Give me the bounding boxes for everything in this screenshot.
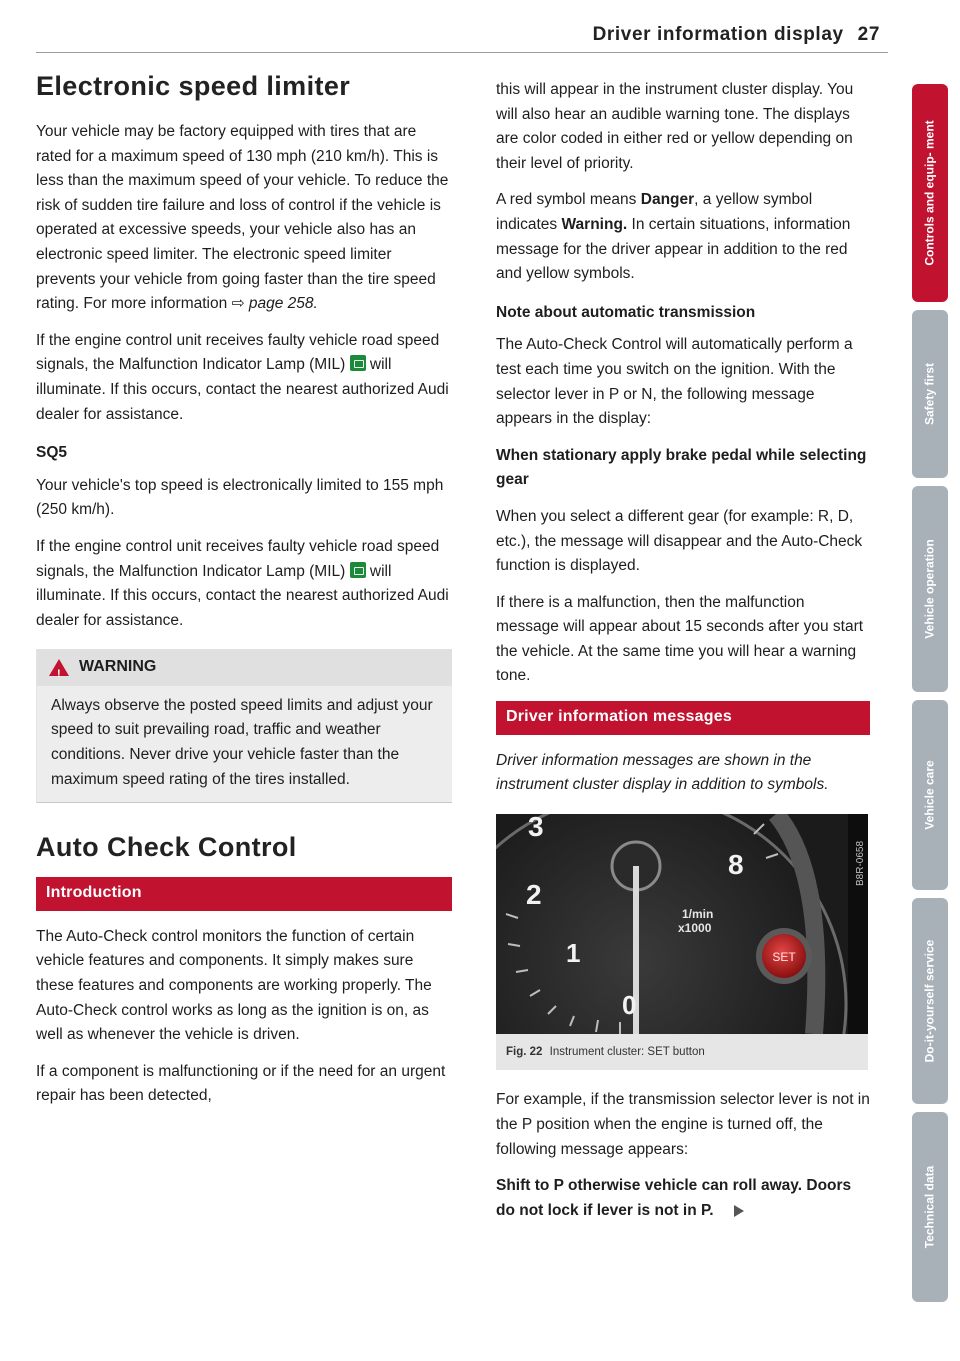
instrument-cluster-figure <box>496 814 868 1034</box>
engine-warning-icon <box>350 562 366 578</box>
danger-term: Danger <box>640 191 695 209</box>
section-bar-introduction: Introduction <box>36 877 452 911</box>
side-tab-controls-and-equipment[interactable] <box>912 84 948 302</box>
left-column <box>36 70 452 1121</box>
warning-term: Warning. <box>561 215 628 233</box>
paragraph: The Auto-Check control monitors the function of certain vehicle features and components. It simply makes sure these features and components are working properly. The Auto-Check control works as long as the ignition is on, as well as whenever the vehicle is driven. <box>36 927 432 1044</box>
paragraph: For example, if the transmission selector lever is not in the P position when the engine is turned off, the following message appears: <box>496 1091 870 1158</box>
warning-text: Always observe the posted speed limits and adjust your speed to suit prevailing road, traffic and weather conditions. Never drive your vehicle faster than the maximum speed rating of the tires installed. <box>51 696 433 788</box>
section-intro: Driver information messages are shown in the instrument cluster display in addition to symbols. <box>496 751 829 794</box>
warning-triangle-icon <box>49 659 69 676</box>
running-header <box>560 24 880 46</box>
paragraph: Your vehicle's top speed is electronically limited to 155 mph (250 km/h). <box>36 476 444 519</box>
paragraph-text: will illuminate. If this occurs, contact the nearest authorized Audi dealer for assistance. <box>36 562 449 629</box>
paragraph-text: If the engine control unit receives faulty vehicle road speed signals, the Malfunction Indicator Lamp (MIL) <box>36 537 440 580</box>
side-tab-safety-first[interactable] <box>912 310 948 478</box>
paragraph <box>496 188 870 286</box>
paragraph-text: will illuminate. If this occurs, contact the nearest authorized Audi dealer for assistance. <box>36 356 449 423</box>
paragraph: this will appear in the instrument cluster display. You will also hear an audible warning tone. The displays are color coded in either red or yellow depending on their level of priority. <box>496 81 854 172</box>
instrument-cluster-illustration <box>496 814 868 1034</box>
right-column <box>496 78 870 1235</box>
paragraph <box>36 535 452 633</box>
side-tab-vehicle-care[interactable] <box>912 700 948 890</box>
figure-caption-text: Instrument cluster: SET button <box>549 1045 705 1058</box>
paragraph: If a component is malfunctioning or if the need for an urgent repair has been detected, <box>36 1062 446 1105</box>
paragraph <box>36 329 452 427</box>
figure-label: Fig. 22 <box>506 1045 543 1058</box>
display-message-stationary: When stationary apply brake pedal while selecting gear <box>496 446 867 489</box>
header-rule <box>36 52 888 53</box>
page-reference-link[interactable]: ⇨ page 258. <box>231 295 318 313</box>
section-bar-driver-info-messages: Driver information messages <box>496 701 870 735</box>
display-message-shift-to-p <box>496 1174 870 1223</box>
heading-electronic-speed-limiter: Electronic speed limiter <box>36 71 351 101</box>
page-number: 27 <box>857 24 880 45</box>
paragraph: If there is a malfunction, then the malfunction message will appear about 15 seconds after you start the vehicle. At the same time you will hear a warning tone. <box>496 593 864 685</box>
paragraph-text: , a yellow symbol indicates <box>496 191 813 233</box>
dial-unit-label: 1/min <box>682 906 714 921</box>
display-message-text: Shift to P otherwise vehicle can roll away. Doors do not lock if lever is not in P. <box>496 1177 852 1219</box>
dial-numeral-8: 8 <box>728 848 744 880</box>
side-tab-label: Technical data <box>922 1165 937 1249</box>
side-tab-label: Vehicle operation <box>922 539 937 639</box>
figure-caption <box>496 1034 868 1071</box>
paragraph-text: A red symbol means <box>496 191 637 209</box>
paragraph-text: If the engine control unit receives faulty vehicle road speed signals, the Malfunction Indicator Lamp (MIL) <box>36 331 440 374</box>
engine-warning-icon <box>350 355 366 371</box>
dial-unit-multiplier: x1000 <box>678 920 712 935</box>
set-button-label: SET <box>772 949 796 964</box>
heading-auto-check-control: Auto Check Control <box>36 832 297 863</box>
paragraph <box>36 120 452 317</box>
warning-box <box>36 649 452 803</box>
side-tab-label: Vehicle care <box>922 760 937 830</box>
side-tab-technical-data[interactable] <box>912 1112 948 1302</box>
dial-numeral-2: 2 <box>526 878 542 910</box>
dial-numeral-0: 0 <box>622 989 637 1020</box>
side-tab-label: Controls and equip- ment <box>922 120 937 266</box>
paragraph-text: In certain situations, information message for the driver appear in addition to the red and yellow symbols. <box>496 215 851 283</box>
heading-note-automatic-transmission: Note about automatic transmission <box>496 303 756 321</box>
heading-sq5: SQ5 <box>36 444 68 462</box>
paragraph: When you select a different gear (for example: R, D, etc.), the message will disappear and the Auto-Check function is displayed. <box>496 507 863 575</box>
dial-numeral-1: 1 <box>566 937 581 968</box>
side-tab-do-it-yourself-service[interactable] <box>912 898 948 1104</box>
figure-code: B8R-0658 <box>855 840 866 886</box>
paragraph-text: Your vehicle may be factory equipped with tires that are rated for a maximum speed of 130 mph (210 km/h). This is less than the maximum speed of your vehicle. To reduce the risk of sudden tire failure and loss of control if the vehicle is operated at excessive speeds, your vehicle also has an electronic speed limiter. The electronic speed limiter prevents your vehicle from going faster than the tire speed rating. For more information <box>36 123 449 313</box>
paragraph: The Auto-Check Control will automatically perform a test each time you switch on the ignition. With the selector lever in P or N, the following message appears in the display: <box>496 336 853 428</box>
dial-numeral-3: 3 <box>528 813 544 842</box>
warning-header <box>37 649 452 686</box>
side-tab-label: Do-it-yourself service <box>922 939 937 1063</box>
section-title: Driver information display <box>592 24 844 45</box>
side-tab-label: Safety first <box>922 362 937 426</box>
continued-arrow-icon <box>734 1205 744 1217</box>
warning-label: WARNING <box>79 658 157 676</box>
side-tab-vehicle-operation[interactable] <box>912 486 948 692</box>
